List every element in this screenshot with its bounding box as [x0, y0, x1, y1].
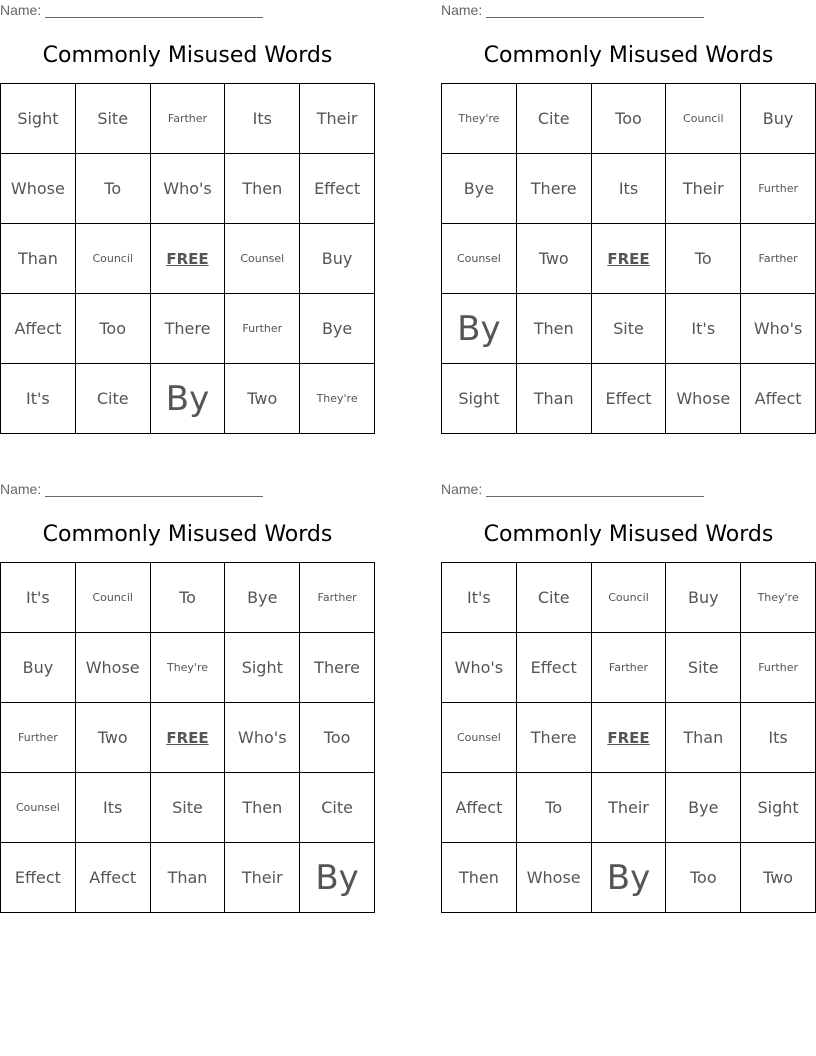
bingo-cell: Effect — [592, 364, 667, 434]
bingo-cell: Council — [76, 563, 151, 633]
bingo-grid — [0, 562, 375, 913]
name-label: Name: — [0, 2, 42, 18]
bingo-cell: Farther — [151, 84, 226, 154]
bingo-cell: Its — [76, 773, 151, 843]
bingo-cell: Than — [666, 703, 741, 773]
name-line — [441, 481, 704, 497]
bingo-cell: Site — [666, 633, 741, 703]
bingo-cell: Than — [151, 843, 226, 913]
bingo-cell: It's — [1, 563, 76, 633]
free-space: FREE — [592, 703, 667, 773]
bingo-cell: Farther — [741, 224, 816, 294]
bingo-cell: Counsel — [1, 773, 76, 843]
card-title: Commonly Misused Words — [483, 522, 774, 547]
bingo-cell: There — [517, 703, 592, 773]
bingo-cell: Buy — [1, 633, 76, 703]
bingo-card — [441, 0, 816, 436]
bingo-cell: Bye — [225, 563, 300, 633]
bingo-cell: Than — [517, 364, 592, 434]
bingo-cell: Than — [1, 224, 76, 294]
bingo-cell: Then — [225, 773, 300, 843]
bingo-cell: To — [151, 563, 226, 633]
bingo-cell: It's — [442, 563, 517, 633]
bingo-cell: To — [517, 773, 592, 843]
name-blank[interactable] — [45, 483, 263, 497]
bingo-cell: Whose — [76, 633, 151, 703]
bingo-cell: There — [151, 294, 226, 364]
bingo-cell: By — [442, 294, 517, 364]
bingo-cell: Then — [225, 154, 300, 224]
bingo-cell: By — [151, 364, 226, 434]
bingo-cell: Affect — [1, 294, 76, 364]
bingo-cell: Their — [666, 154, 741, 224]
free-space: FREE — [151, 224, 226, 294]
bingo-cell: Sight — [1, 84, 76, 154]
free-space: FREE — [592, 224, 667, 294]
bingo-cell: Who's — [442, 633, 517, 703]
name-blank[interactable] — [45, 4, 263, 18]
bingo-cell: Buy — [741, 84, 816, 154]
bingo-cell: There — [300, 633, 375, 703]
bingo-cell: Buy — [300, 224, 375, 294]
bingo-cell: They're — [151, 633, 226, 703]
bingo-card — [0, 479, 375, 915]
bingo-cell: Its — [741, 703, 816, 773]
bingo-cell: Sight — [442, 364, 517, 434]
bingo-cell: Their — [592, 773, 667, 843]
bingo-cell: Two — [741, 843, 816, 913]
bingo-cell: Whose — [1, 154, 76, 224]
bingo-cell: Who's — [225, 703, 300, 773]
bingo-cell: They're — [741, 563, 816, 633]
bingo-cell: Whose — [666, 364, 741, 434]
bingo-cell: Affect — [741, 364, 816, 434]
bingo-cell: Bye — [442, 154, 517, 224]
bingo-cell: Council — [76, 224, 151, 294]
bingo-cell: Farther — [592, 633, 667, 703]
bingo-cell: Effect — [1, 843, 76, 913]
bingo-cell: Its — [592, 154, 667, 224]
bingo-cell: Cite — [300, 773, 375, 843]
card-title: Commonly Misused Words — [42, 43, 333, 68]
bingo-cell: Effect — [300, 154, 375, 224]
bingo-cell: Who's — [741, 294, 816, 364]
card-title: Commonly Misused Words — [42, 522, 333, 547]
bingo-grid — [441, 562, 816, 913]
bingo-cell: Sight — [225, 633, 300, 703]
bingo-cell: Further — [741, 154, 816, 224]
bingo-cell: Too — [76, 294, 151, 364]
bingo-cell: Further — [225, 294, 300, 364]
bingo-cell: Affect — [76, 843, 151, 913]
free-space: FREE — [151, 703, 226, 773]
bingo-cell: Cite — [76, 364, 151, 434]
bingo-cell: Effect — [517, 633, 592, 703]
bingo-grid — [0, 83, 375, 434]
bingo-cell: It's — [1, 364, 76, 434]
bingo-cell: Cite — [517, 563, 592, 633]
bingo-cell: Farther — [300, 563, 375, 633]
bingo-cell: Too — [666, 843, 741, 913]
bingo-cell: Two — [225, 364, 300, 434]
bingo-cell: To — [76, 154, 151, 224]
bingo-cell: To — [666, 224, 741, 294]
bingo-cell: There — [517, 154, 592, 224]
bingo-cell: They're — [300, 364, 375, 434]
name-blank[interactable] — [486, 483, 704, 497]
bingo-cell: Their — [225, 843, 300, 913]
card-title: Commonly Misused Words — [483, 43, 774, 68]
bingo-cell: Site — [151, 773, 226, 843]
name-blank[interactable] — [486, 4, 704, 18]
bingo-cell: Two — [517, 224, 592, 294]
bingo-cell: Cite — [517, 84, 592, 154]
bingo-cell: Affect — [442, 773, 517, 843]
bingo-cell: Then — [442, 843, 517, 913]
bingo-cell: Too — [300, 703, 375, 773]
bingo-cell: Buy — [666, 563, 741, 633]
bingo-cell: By — [300, 843, 375, 913]
name-label: Name: — [441, 481, 483, 497]
bingo-cell: Counsel — [225, 224, 300, 294]
bingo-cell: Counsel — [442, 224, 517, 294]
bingo-cell: Its — [225, 84, 300, 154]
bingo-cell: Who's — [151, 154, 226, 224]
bingo-cell: Council — [592, 563, 667, 633]
bingo-cell: Site — [592, 294, 667, 364]
bingo-cell: Council — [666, 84, 741, 154]
name-label: Name: — [0, 481, 42, 497]
bingo-cell: Whose — [517, 843, 592, 913]
bingo-cell: Then — [517, 294, 592, 364]
bingo-cell: Bye — [666, 773, 741, 843]
bingo-cell: Too — [592, 84, 667, 154]
name-line — [0, 2, 263, 18]
bingo-cell: They're — [442, 84, 517, 154]
bingo-card — [0, 0, 375, 436]
bingo-cell: Two — [76, 703, 151, 773]
name-line — [0, 481, 263, 497]
name-line — [441, 2, 704, 18]
bingo-cell: Site — [76, 84, 151, 154]
bingo-cell: Counsel — [442, 703, 517, 773]
bingo-card — [441, 479, 816, 915]
bingo-cell: Further — [1, 703, 76, 773]
bingo-cell: Their — [300, 84, 375, 154]
name-label: Name: — [441, 2, 483, 18]
bingo-grid — [441, 83, 816, 434]
bingo-cell: By — [592, 843, 667, 913]
bingo-cell: Sight — [741, 773, 816, 843]
bingo-cell: Bye — [300, 294, 375, 364]
bingo-cell: It's — [666, 294, 741, 364]
bingo-cell: Further — [741, 633, 816, 703]
